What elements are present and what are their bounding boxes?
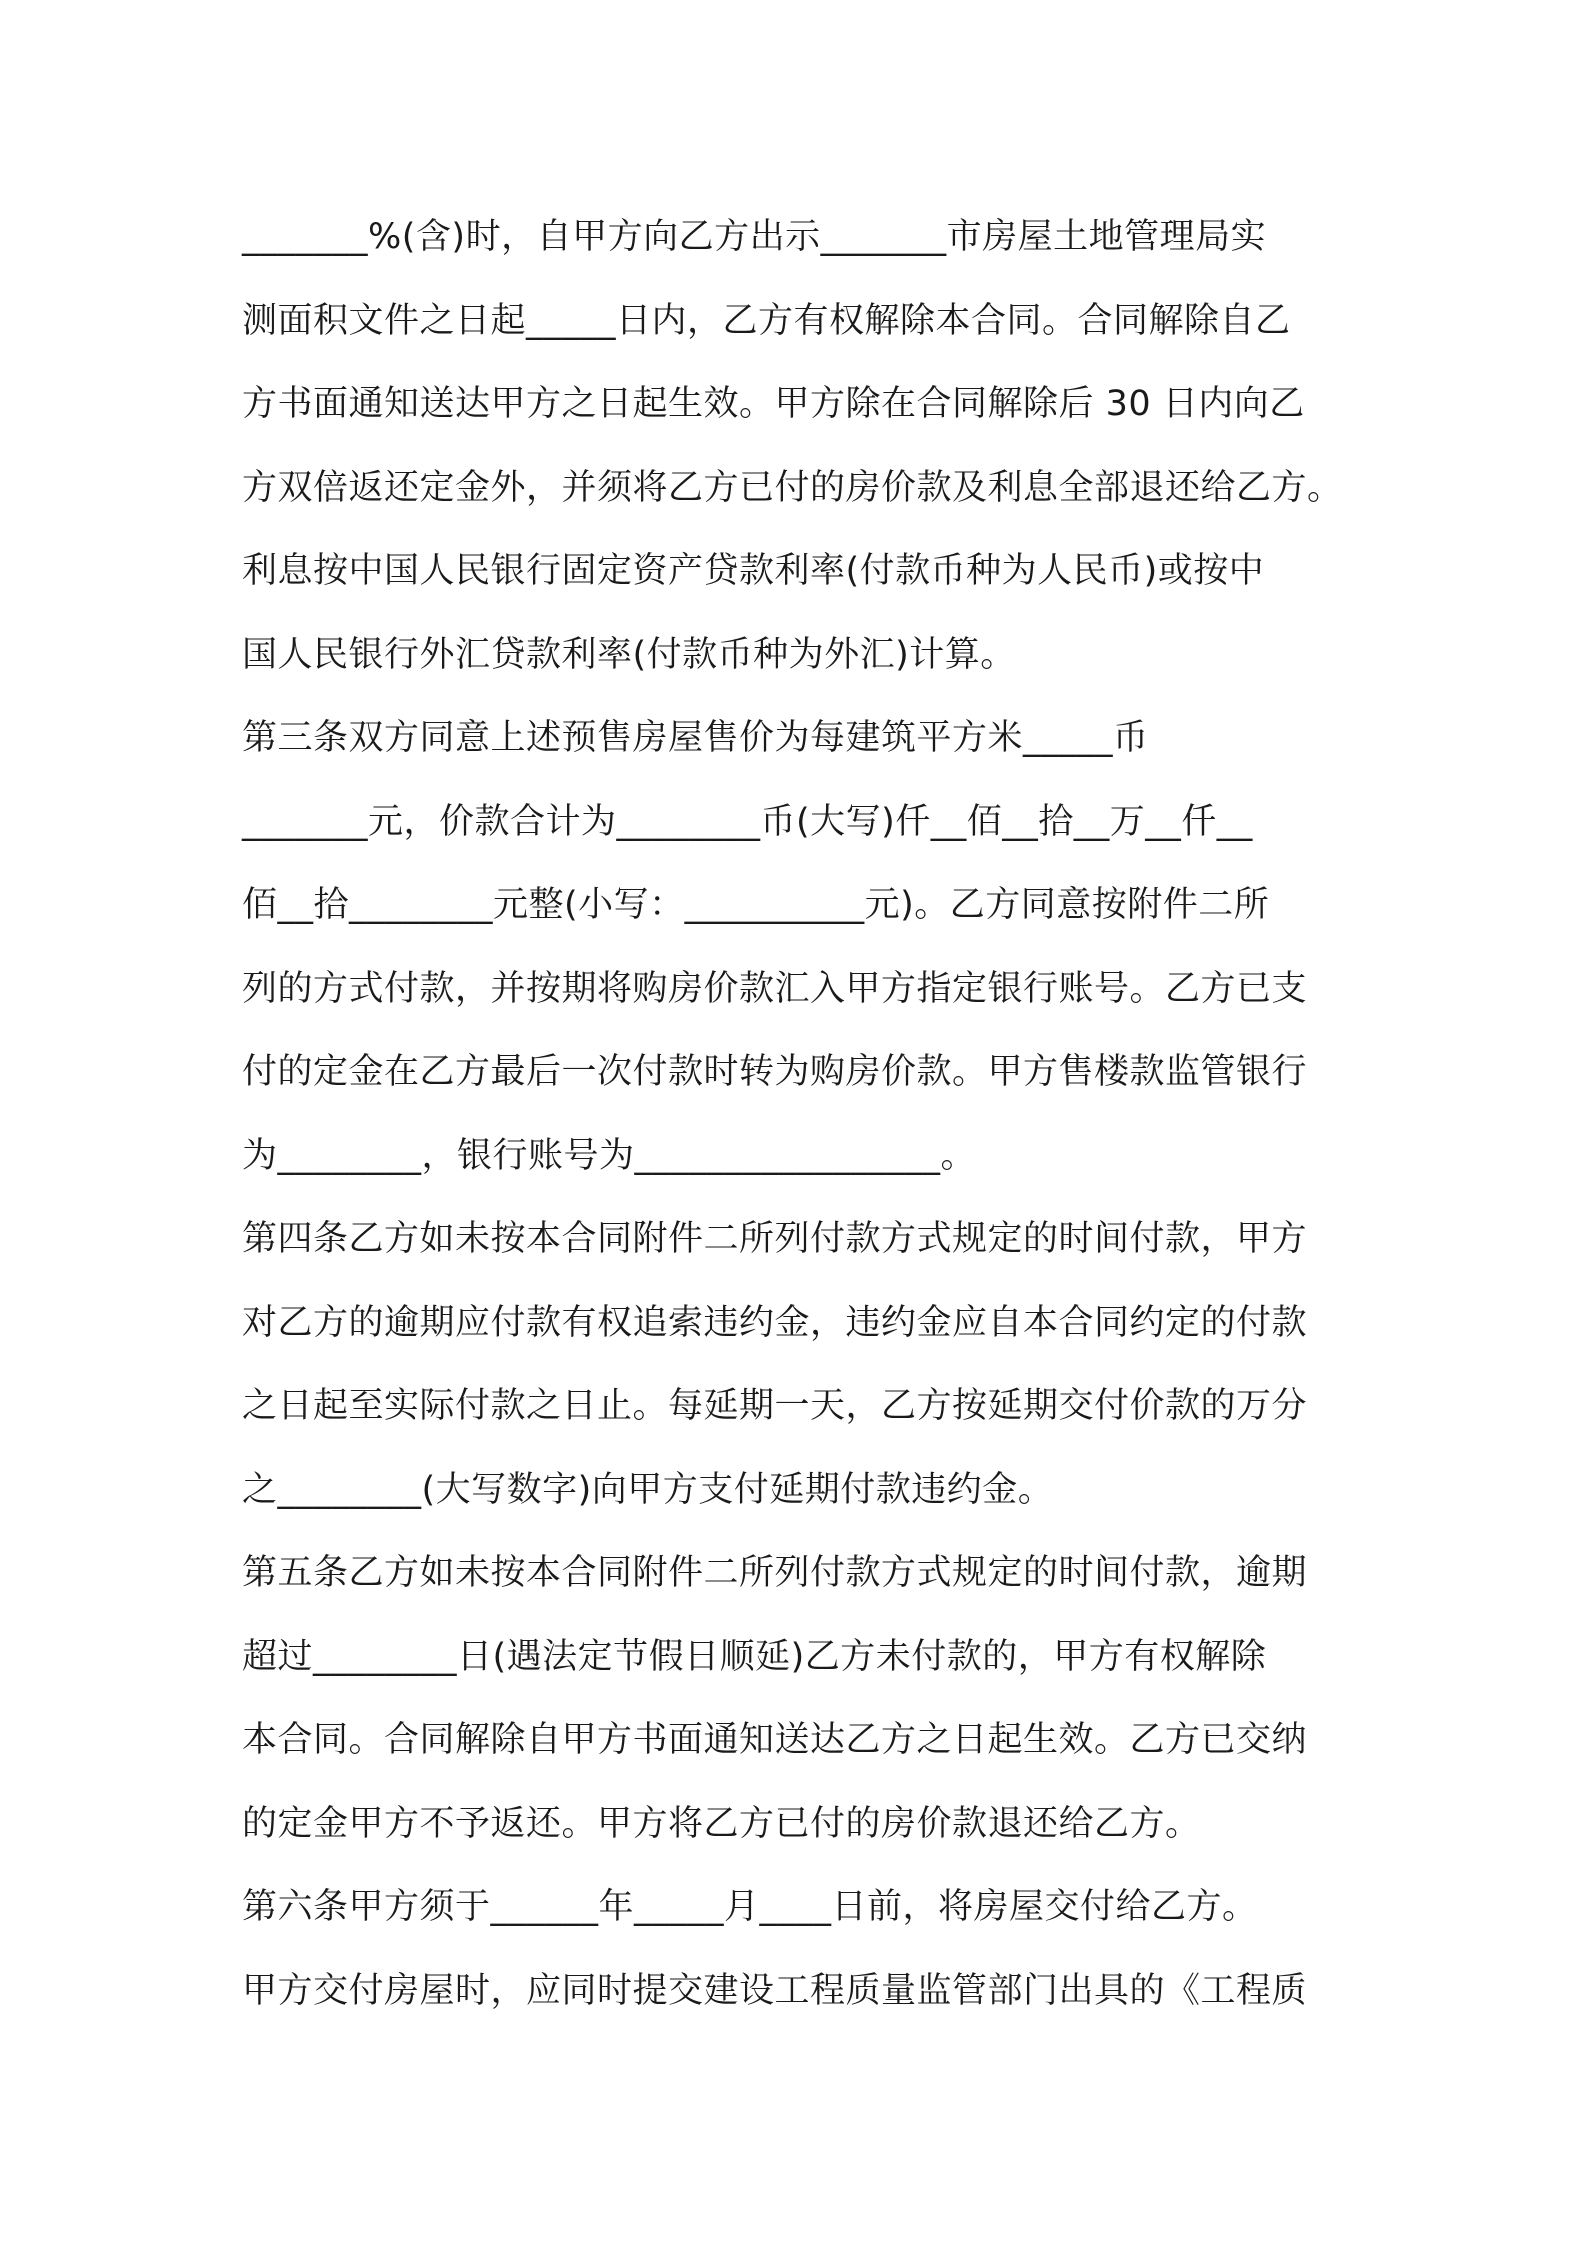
text-line: 为________，银行账号为_________________。 <box>242 1135 977 1176</box>
text-line: 方书面通知送达甲方之日起生效。甲方除在合同解除后 30 日内向乙 <box>242 384 1305 424</box>
text-line: 测面积文件之日起_____日内，乙方有权解除本合同。合同解除自乙 <box>242 300 1291 341</box>
contract-text <box>242 196 1372 2033</box>
text-line: 之日起至实际付款之日止。每延期一天，乙方按延期交付价款的万分 <box>242 1386 1308 1426</box>
text-line: 之________(大写数字)向甲方支付延期付款违约金。 <box>242 1469 1054 1510</box>
text-line: 国人民银行外汇贷款利率(付款币种为外汇)计算。 <box>242 634 1016 675</box>
text-line: _______元，价款合计为________币(大写)仟__佰__拾__万__仟__ <box>242 801 1253 842</box>
text-line: 第五条乙方如未按本合同附件二所列付款方式规定的时间付款，逾期 <box>242 1553 1308 1593</box>
text-line: 列的方式付款，并按期将购房价款汇入甲方指定银行账号。乙方已支 <box>242 968 1308 1009</box>
text-line: 第三条双方同意上述预售房屋售价为每建筑平方米_____币 <box>242 718 1149 758</box>
text-line: 的定金甲方不予返还。甲方将乙方已付的房价款退还给乙方。 <box>242 1803 1201 1844</box>
text-line: 佰__拾________元整(小写：__________元)。乙方同意按附件二所 <box>242 885 1270 925</box>
text-line: 对乙方的逾期应付款有权追索违约金，违约金应自本合同约定的付款 <box>242 1302 1308 1343</box>
text-line: 第六条甲方须于______年_____月____日前，将房屋交付给乙方。 <box>242 1887 1258 1927</box>
text-line: 超过________日(遇法定节假日顺延)乙方未付款的，甲方有权解除 <box>242 1636 1267 1677</box>
text-line: _______%(含)时，自甲方向乙方出示_______市房屋土地管理局实 <box>242 217 1267 257</box>
text-line: 方双倍返还定金外，并须将乙方已付的房价款及利息全部退还给乙方。 <box>242 467 1343 508</box>
text-line: 利息按中国人民银行固定资产贷款利率(付款币种为人民币)或按中 <box>242 551 1265 591</box>
text-line: 甲方交付房屋时，应同时提交建设工程质量监管部门出具的《工程质 <box>242 1970 1308 2011</box>
text-line: 本合同。合同解除自甲方书面通知送达乙方之日起生效。乙方已交纳 <box>242 1720 1308 1760</box>
text-line: 付的定金在乙方最后一次付款时转为购房价款。甲方售楼款监管银行 <box>242 1052 1308 1092</box>
text-line: 第四条乙方如未按本合同附件二所列付款方式规定的时间付款，甲方 <box>242 1219 1308 1259</box>
